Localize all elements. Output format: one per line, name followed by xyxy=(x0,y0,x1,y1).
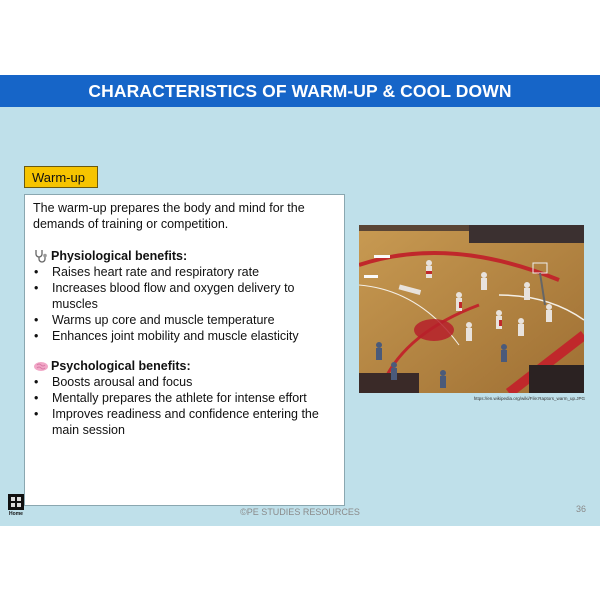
intro-text: The warm-up prepares the body and mind for the demands of training or competition. xyxy=(33,201,305,231)
content-box xyxy=(24,194,345,506)
physiological-heading xyxy=(33,248,336,264)
psychological-heading-text: Psychological benefits: xyxy=(51,359,191,373)
physiological-heading-text: Physiological benefits: xyxy=(51,249,188,263)
list-item: • Warms up core and muscle temperature xyxy=(33,312,336,328)
basketball-warm-up-photo xyxy=(359,225,584,393)
stethoscope-icon xyxy=(33,249,49,263)
list-item: • Enhances joint mobility and muscle elasticity xyxy=(33,328,336,344)
list-item: • Boosts arousal and focus xyxy=(33,374,336,390)
slide xyxy=(0,75,600,526)
list-item: • Mentally prepares the athlete for intense effort xyxy=(33,390,336,406)
psychological-list xyxy=(33,374,336,438)
psychological-heading xyxy=(33,358,336,374)
footer-credit: ©PE STUDIES RESOURCES xyxy=(240,507,360,517)
photo-caption: https://en.wikipedia.org/wiki/File:Raptors_warm_up.JPG xyxy=(473,396,585,401)
physiological-list xyxy=(33,264,336,344)
brain-icon xyxy=(33,359,49,373)
title-bar xyxy=(0,75,600,107)
list-item: • Improves readiness and confidence entering the main session xyxy=(33,406,336,438)
list-item: • Raises heart rate and respiratory rate xyxy=(33,264,336,280)
section-label-warm-up: Warm-up xyxy=(24,166,98,188)
slide-title: CHARACTERISTICS OF WARM-UP & COOL DOWN xyxy=(88,80,512,101)
home-label: Home xyxy=(9,511,23,517)
page-number: 36 xyxy=(576,504,587,514)
list-item: • Increases blood flow and oxygen delivery to muscles xyxy=(33,280,336,312)
